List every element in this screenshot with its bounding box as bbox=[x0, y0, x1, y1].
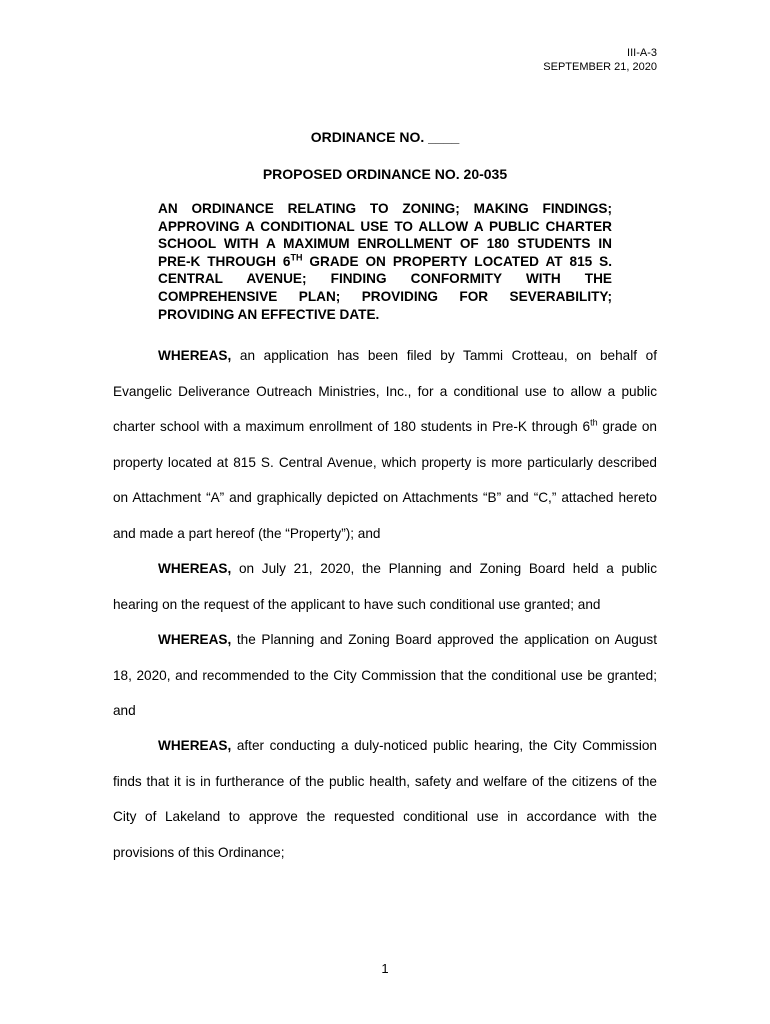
whereas-paragraph-1 bbox=[113, 338, 657, 552]
paragraph-text-b: grade on property located at 815 S. Central Avenue, which property is more particularly described on Attachment “A” and graphically depicted on Attachments “B” and “C,” attached hereto and made a part hereof (the “Property”); and bbox=[113, 419, 657, 541]
page-header bbox=[543, 46, 657, 74]
ordinance-caption bbox=[158, 200, 612, 323]
whereas-lead: WHEREAS, bbox=[158, 348, 232, 363]
paragraph-text: on July 21, 2020, the Planning and Zoning Board held a public hearing on the request of the applicant to have such conditional use granted; and bbox=[113, 561, 657, 612]
paragraph-superscript: th bbox=[590, 417, 598, 428]
caption-text-b: GRADE ON PROPERTY LOCATED AT 815 S. CENTRAL AVENUE; FINDING CONFORMITY WITH THE COMPREHENSIVE PLAN; PROVIDING FOR SEVERABILITY; PROVIDING AN EFFECTIVE DATE. bbox=[158, 253, 612, 322]
paragraph-text: after conducting a duly-noticed public hearing, the City Commission finds that it is in furtherance of the public health, safety and welfare of the citizens of the City of Lakeland to approve the requested conditional use in accordance with the provisions of this Ordinance; bbox=[113, 738, 657, 860]
whereas-lead: WHEREAS, bbox=[158, 561, 232, 576]
agenda-reference: III-A-3 bbox=[627, 47, 657, 59]
page-number: 1 bbox=[381, 961, 389, 976]
caption-superscript: TH bbox=[290, 252, 303, 263]
caption-text-a: AN ORDINANCE RELATING TO ZONING; MAKING FINDINGS; APPROVING A CONDITIONAL USE TO ALLOW A PUBLIC CHARTER SCHOOL WITH A MAXIMUM ENROLLMENT OF 180 STUDENTS IN PRE-K THROUGH 6 bbox=[158, 201, 612, 269]
whereas-paragraph-3 bbox=[113, 622, 657, 729]
header-date: SEPTEMBER 21, 2020 bbox=[543, 61, 657, 73]
whereas-lead: WHEREAS, bbox=[158, 738, 232, 753]
whereas-paragraph-2 bbox=[113, 551, 657, 622]
paragraph-text-a: an application has been filed by Tammi Crotteau, on behalf of Evangelic Deliverance Outreach Ministries, Inc., for a conditional use to allow a public charter school with a maximum enrollment of 180 students in Pre-K through 6 bbox=[113, 348, 657, 435]
ordinance-number-title: ORDINANCE NO. ____ bbox=[310, 129, 460, 145]
whereas-lead: WHEREAS, bbox=[158, 632, 232, 647]
paragraph-text: the Planning and Zoning Board approved the application on August 18, 2020, and recommended to the City Commission that the conditional use be granted; and bbox=[113, 632, 657, 719]
whereas-paragraph-4 bbox=[113, 728, 657, 870]
proposed-ordinance-title: PROPOSED ORDINANCE NO. 20-035 bbox=[262, 166, 508, 182]
